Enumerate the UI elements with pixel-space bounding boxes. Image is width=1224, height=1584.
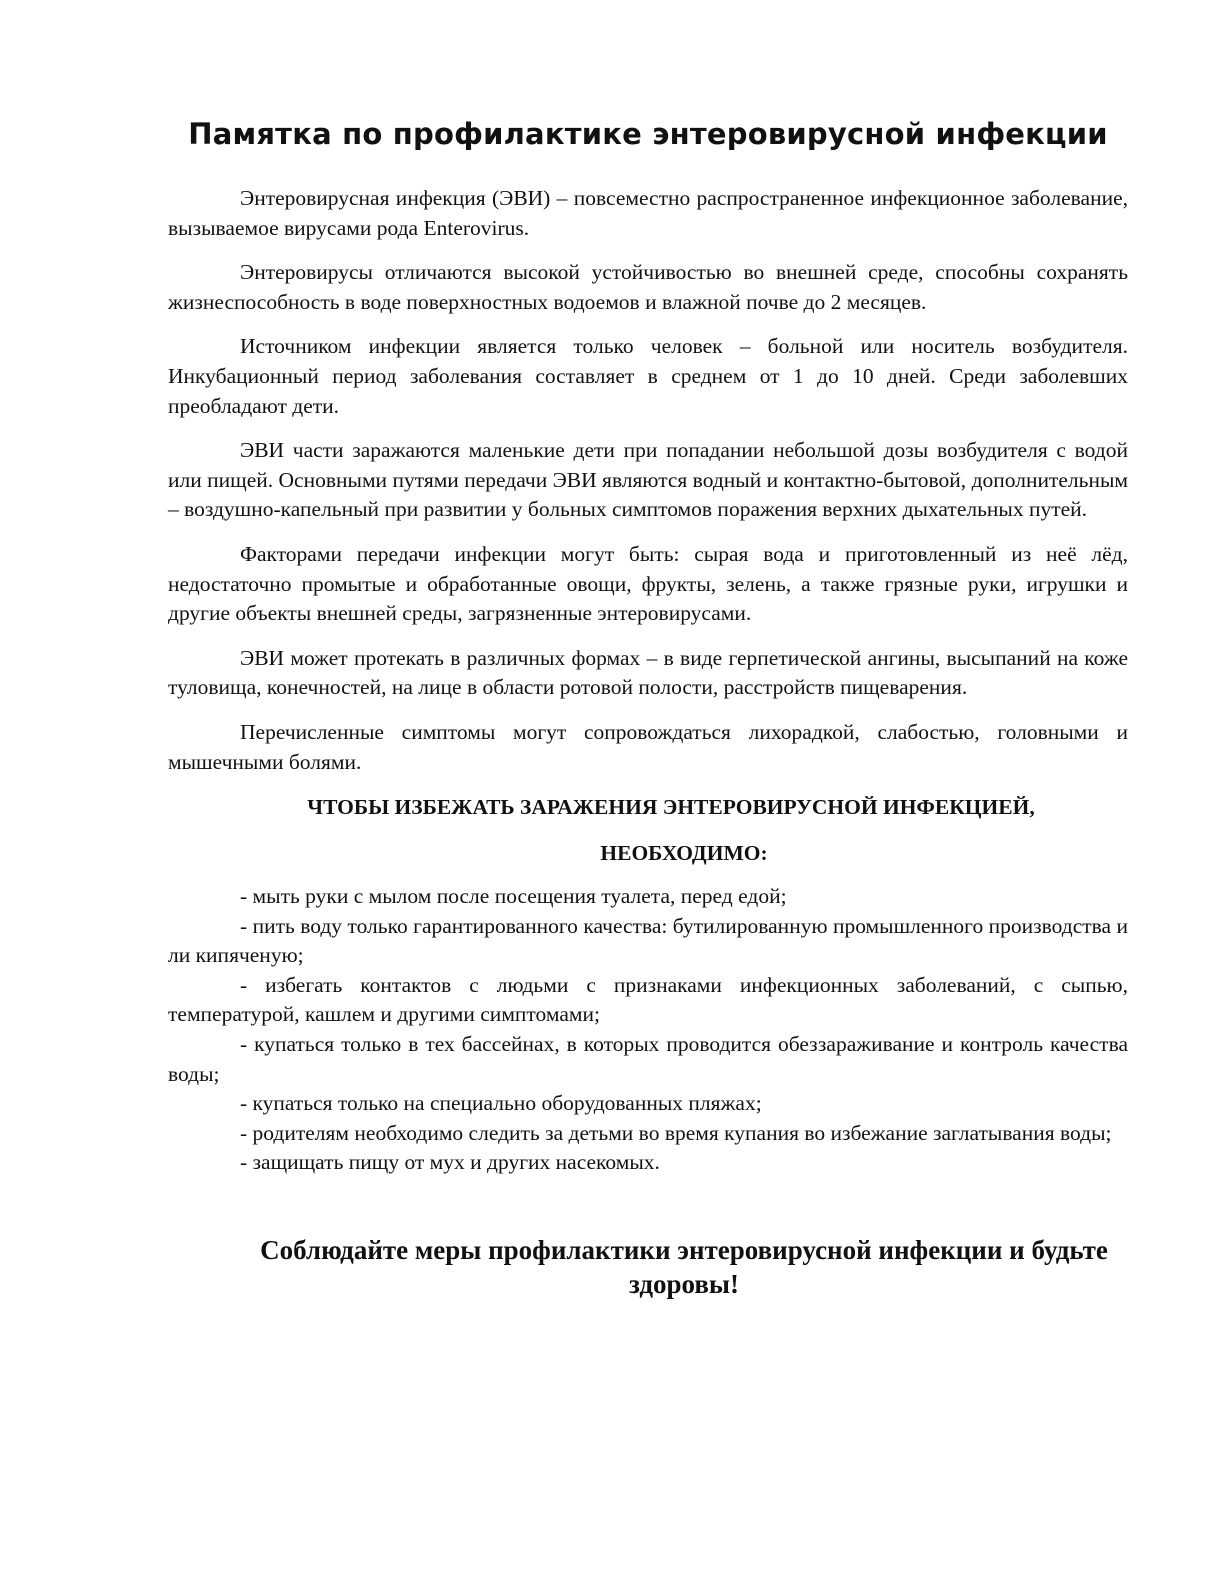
paragraph-definition: Энтеровирусная инфекция (ЭВИ) – повсеместно распространенное инфекционное заболевание, вызываемое вирусами рода Enterovirus. bbox=[168, 186, 1128, 240]
list-item: - мыть руки с мылом после посещения туалета, перед едой; bbox=[240, 884, 787, 909]
document-title: Памятка по профилактике энтеровирусной инфекции bbox=[188, 117, 1108, 151]
paragraph-factors: Факторами передачи инфекции могут быть: сырая вода и приготовленный из неё лёд, недостаточно промытые и обработанные овощи, фрукты, зелень, а также грязные руки, игрушки и другие объекты внешней среды, загрязненные энтеровирусами. bbox=[168, 541, 1128, 626]
paragraph-symptoms: Перечисленные симптомы могут сопровождаться лихорадкой, слабостью, головными и мышечными болями. bbox=[168, 719, 1128, 774]
closing-statement: Соблюдайте меры профилактики энтеровирусной инфекции и будьте здоровы! bbox=[260, 1235, 1108, 1300]
paragraph-transmission: ЭВИ части заражаются маленькие дети при попадании небольшой дозы возбудителя с водой или пищей. Основными путями передачи ЭВИ являются водный и контактно-бытовой, дополнительным – воздушно-капельный при развитии у больных симптомов поражения верхних дыхательных путей. bbox=[168, 438, 1128, 522]
list-item: - пить воду только гарантированного качества: бутилированную промышленного производства и ли кипяченую; bbox=[168, 913, 1128, 968]
prevention-measures-list bbox=[168, 882, 1128, 1178]
paragraph-source: Источником инфекции является только человек – больной или носитель возбудителя. Инкубационный период заболевания составляет в среднем от 1 до 10 дней. Среди заболевших преобладают дети. bbox=[168, 334, 1128, 418]
prevention-heading-line1: ЧТОБЫ ИЗБЕЖАТЬ ЗАРАЖЕНИЯ ЭНТЕРОВИРУСНОЙ ИНФЕКЦИЕЙ, bbox=[307, 795, 1035, 820]
prevention-heading-line2: НЕОБХОДИМО: bbox=[600, 841, 768, 866]
list-item: - купаться только в тех бассейнах, в которых проводится обеззараживание и контроль качества воды; bbox=[168, 1032, 1128, 1086]
list-item: - купаться только на специально оборудованных пляжах; bbox=[240, 1091, 762, 1116]
list-item: - защищать пищу от мух и других насекомых. bbox=[240, 1150, 660, 1175]
list-item: - родителям необходимо следить за детьми во время купания во избежание заглатывания воды; bbox=[240, 1120, 1112, 1145]
document-page bbox=[168, 112, 1128, 1301]
paragraph-forms: ЭВИ может протекать в различных формах – в виде герпетической ангины, высыпаний на коже туловища, конечностей, на лице в области ротовой полости, расстройств пищеварения. bbox=[168, 645, 1128, 700]
list-item: - избегать контактов с людьми с признаками инфекционных заболеваний, с сыпью, температурой, кашлем и другими симптомами; bbox=[168, 972, 1128, 1027]
paragraph-resistance: Энтеровирусы отличаются высокой устойчивостью во внешней среде, способны сохранять жизнеспособность в воде поверхностных водоемов и влажной почве до 2 месяцев. bbox=[168, 260, 1128, 314]
